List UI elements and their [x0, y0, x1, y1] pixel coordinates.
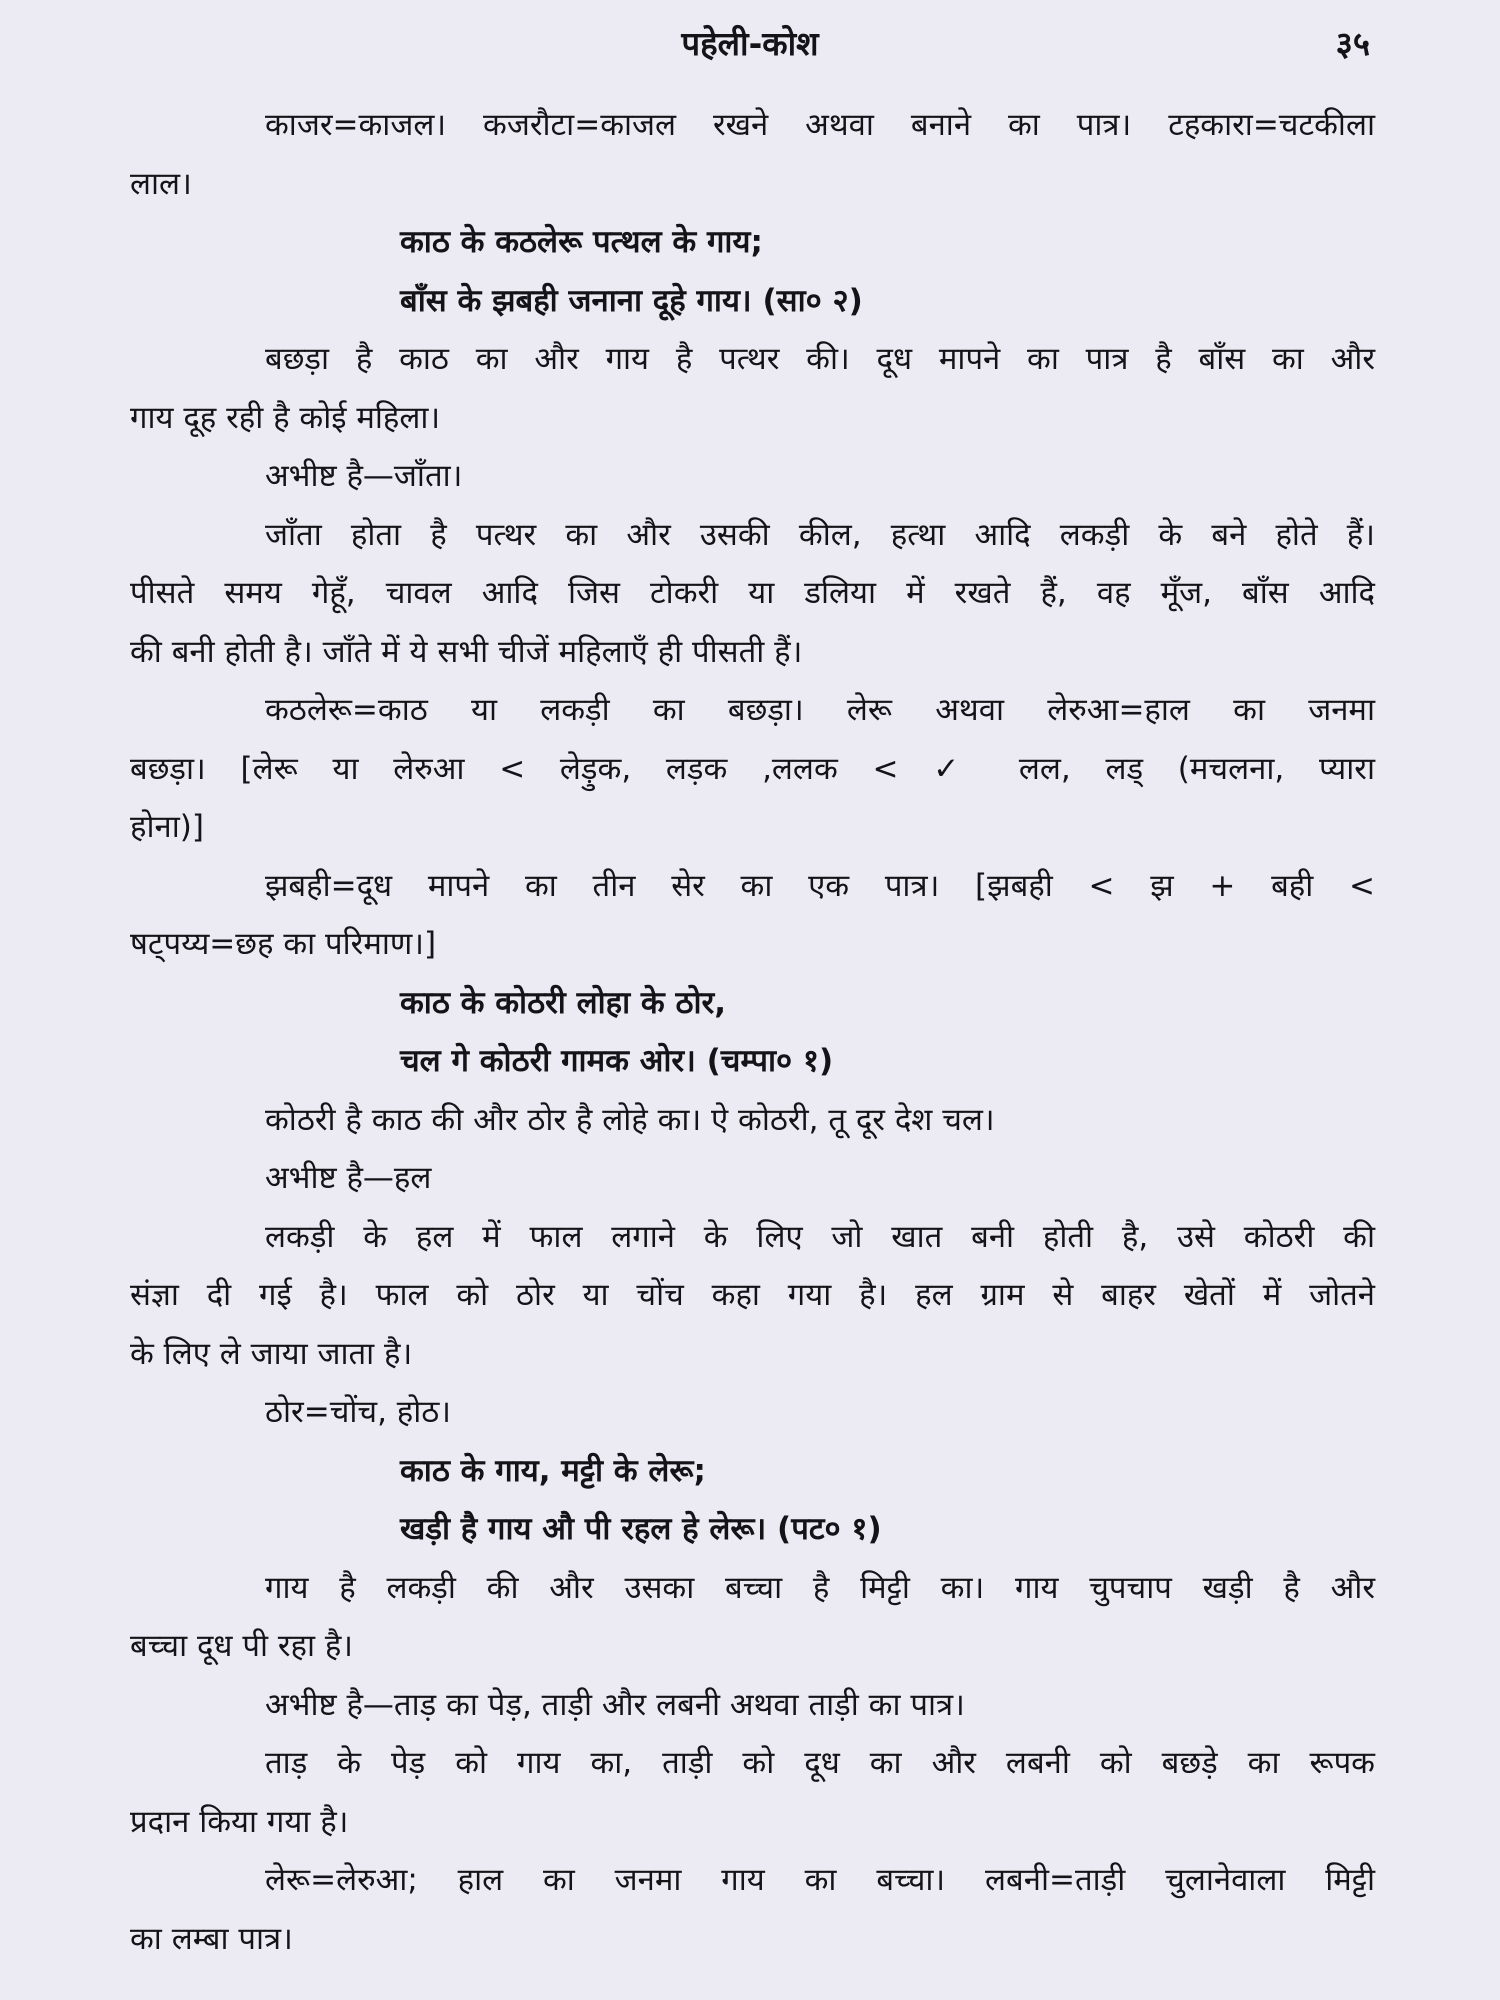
- text-line: कठलेरू=काठ या लकड़ी का बछड़ा। लेरू अथवा लेरुआ=हाल का जनमा: [265, 692, 1375, 728]
- text-line: काजर=काजल। कजरौटा=काजल रखने अथवा बनाने का पात्र। टहकारा=चटकीला: [265, 107, 1375, 143]
- riddle-verse-line: काठ के कठलेरू पत्थल के गाय;: [400, 224, 763, 260]
- text-line: ठोर=चोंच, होठ।: [265, 1394, 452, 1430]
- answer-line: अभीष्ट है—जाँता।: [265, 458, 463, 494]
- page-body: [130, 96, 1375, 1968]
- text-line: पीसते समय गेहूँ, चावल आदि जिस टोकरी या डलिया में रखते हैं, वह मूँज, बाँस आदि: [130, 575, 1375, 611]
- text-line: होना)]: [130, 809, 204, 845]
- running-header-title: पहेली-कोश: [681, 24, 819, 63]
- riddle-verse-line: चल गे कोठरी गामक ओर। (चम्पा० १): [400, 1043, 834, 1079]
- text-line: बछड़ा है काठ का और गाय है पत्थर की। दूध मापने का पात्र है बाँस का और: [265, 341, 1375, 377]
- answer-line: अभीष्ट है—हल: [265, 1160, 432, 1196]
- text-line: झबही=दूध मापने का तीन सेर का एक पात्र। [झबही < झ + बही <: [265, 867, 1375, 904]
- text-line: बछड़ा। [लेरू या लेरुआ < लेड़ुक, लड़क ,ललक < ✓ लल, लड् (मचलना, प्यारा: [130, 750, 1375, 787]
- text-line: के लिए ले जाया जाता है।: [130, 1335, 413, 1372]
- text-line: का लम्बा पात्र।: [130, 1920, 293, 1957]
- text-line: लाल।: [130, 165, 192, 202]
- text-line: कोठरी है काठ की और ठोर है लोहे का। ऐ कोठरी, तू दूर देश चल।: [265, 1101, 995, 1138]
- text-line: बच्चा दूध पी रहा है।: [130, 1628, 354, 1664]
- text-line: की बनी होती है। जाँते में ये सभी चीजें महिलाएँ ही पीसती हैं।: [130, 633, 803, 670]
- text-line: जाँता होता है पत्थर का और उसकी कील, हत्था आदि लकड़ी के बने होते हैं।: [265, 516, 1375, 553]
- riddle-verse-line: बाँस के झबही जनाना दूहे गाय। (सा० २): [400, 282, 863, 319]
- text-line: लेरू=लेरुआ; हाल का जनमा गाय का बच्चा। लबनी=ताड़ी चुलानेवाला मिट्टी: [265, 1862, 1375, 1898]
- text-line: षट्पय्य=छह का परिमाण।]: [130, 926, 437, 962]
- text-line: गाय दूह रही है कोई महिला।: [130, 399, 441, 436]
- text-line: संज्ञा दी गई है। फाल को ठोर या चोंच कहा गया है। हल ग्राम से बाहर खेतों में जोतने: [130, 1277, 1375, 1313]
- riddle-verse-line: काठ के गाय, मट्टी के लेरू;: [400, 1452, 706, 1489]
- text-line: प्रदान किया गया है।: [130, 1803, 349, 1840]
- text-line: लकड़ी के हल में फाल लगाने के लिए जो खात बनी होती है, उसे कोठरी की: [265, 1218, 1375, 1255]
- riddle-verse-line: खड़ी है गाय औ पी रहल हे लेरू। (पट० १): [400, 1511, 882, 1547]
- text-line: ताड़ के पेड़ को गाय का, ताड़ी को दूध का और लबनी को बछड़े का रूपक: [265, 1745, 1375, 1781]
- page-number: ३५: [1335, 24, 1370, 63]
- answer-line: अभीष्ट है—ताड़ का पेड़, ताड़ी और लबनी अथवा ताड़ी का पात्र।: [265, 1686, 965, 1723]
- riddle-verse-line: काठ के कोठरी लोहा के ठोर,: [400, 984, 727, 1021]
- text-line: गाय है लकड़ी की और उसका बच्चा है मिट्टी का। गाय चुपचाप खड़ी है और: [265, 1569, 1375, 1606]
